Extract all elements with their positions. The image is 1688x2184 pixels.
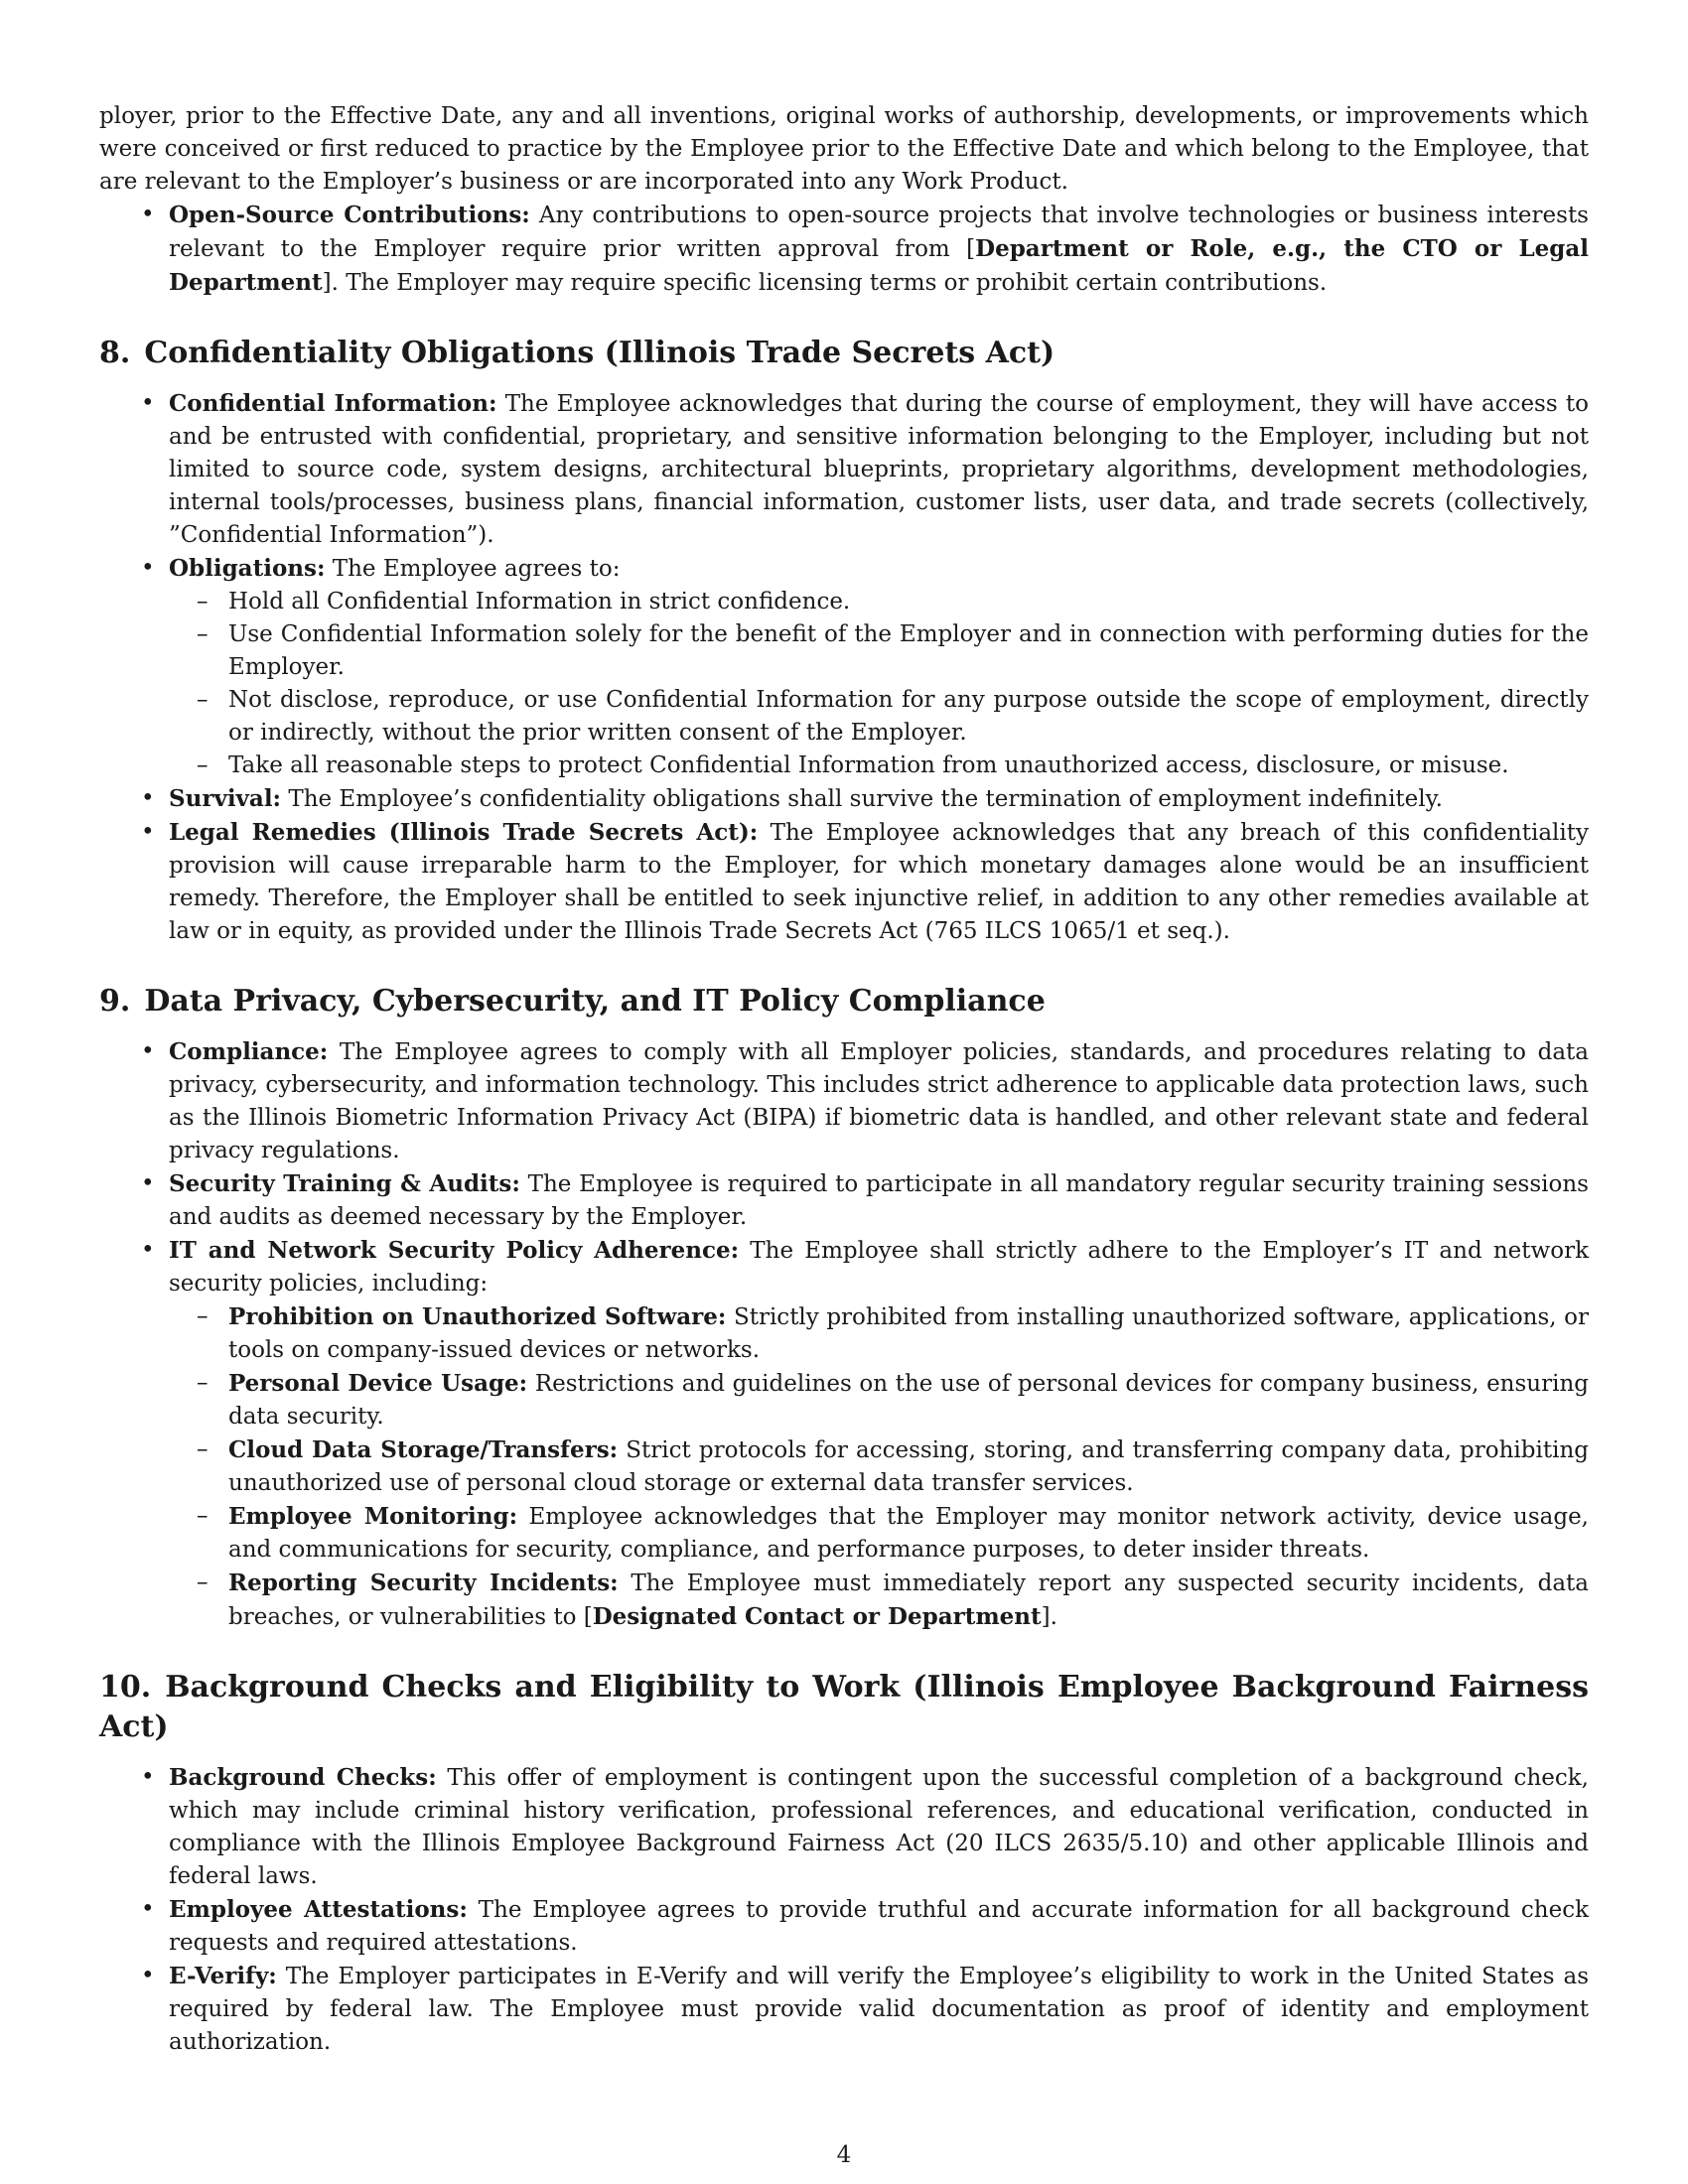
dash-icon: – [197, 1503, 209, 1529]
bullet-icon: • [141, 1963, 155, 1988]
list-item [141, 387, 1590, 552]
sublist-item: – Use Confidential Information solely for the benefit of the Employer and in connection with performing duties for the Employer. [228, 618, 1589, 684]
dash-icon: – [197, 1303, 209, 1329]
item-term: Background Checks: [169, 1764, 437, 1791]
item-text: The Employee agrees to provide truthful and accurate information for all background check requests and required attestations. [169, 1897, 1590, 1956]
list-item [141, 552, 1589, 782]
list-item [141, 782, 1589, 816]
item-text: ]. The Employer may require specific licensing terms or prohibit certain contributions. [322, 270, 1328, 296]
bullet-icon: • [141, 1237, 155, 1263]
item-term: Security Training & Audits: [169, 1170, 520, 1197]
sublist-item: – Take all reasonable steps to protect Confidential Information from unauthorized access, disclosure, or misuse. [228, 750, 1589, 782]
sublist-item: – Hold all Confidential Information in strict confidence. [228, 586, 1589, 618]
continuation-paragraph: ployer, prior to the Effective Date, any and all inventions, original works of authorship, developments, or improvements which were conceived or first reduced to practice by the Employee prior to the Effective Date and which belong to the Employee, that are relevant to the Employer’s business or are incorporated into any Work Product. [99, 103, 1589, 195]
section-10-list [99, 1761, 1589, 2059]
item-text: The Employer participates in E-Verify and will verify the Employee’s eligibility to work in the United States as required by federal law. The Employee must provide valid documentation as proof of identity and employment authorization. [169, 1964, 1589, 2055]
section-9-list [99, 1035, 1589, 1634]
section-heading-9: 9. Data Privacy, Cybersecurity, and IT Policy Compliance [99, 984, 1046, 1019]
dash-icon: – [197, 687, 209, 713]
item-term: IT and Network Security Policy Adherence: [169, 1237, 740, 1264]
item-term: Employee Attestations: [169, 1896, 468, 1923]
item-term: E-Verify: [169, 1963, 277, 1989]
dash-icon: – [197, 621, 209, 647]
item-text: The Employee agrees to comply with all Employer policies, standards, and procedures relating to data privacy, cybersecurity, and information technology. This includes strict adherence to applicable data protection laws, such as the Illinois Biometric Information Privacy Act (BIPA) if biometric data is handled, and other relevant state and federal privacy regulations. [169, 1039, 1589, 1163]
sublist-item: – Cloud Data Storage/Transfers: Strict protocols for accessing, storing, and transferring company data, prohibiting unauthorized use of personal cloud storage or external data transfer services. [228, 1433, 1589, 1500]
sublist-item: – Employee Monitoring: Employee acknowledges that the Employer may monitor network activity, device usage, and communications for security, compliance, and performance purposes, to deter insider threats. [228, 1500, 1589, 1567]
section-heading-8: 8. Confidentiality Obligations (Illinois Trade Secrets Act) [99, 336, 1055, 370]
dash-icon: – [197, 1436, 209, 1462]
bullet-icon: • [141, 1896, 155, 1922]
item-text: The Employee’s confidentiality obligations shall survive the termination of employment indefinitely. [281, 786, 1443, 812]
list-item [141, 1035, 1589, 1167]
bullet-icon: • [141, 819, 155, 845]
dash-icon: – [197, 589, 209, 614]
item-text: The Employee agrees to: [325, 556, 621, 582]
open-source-list [99, 199, 1589, 300]
sublist-item: – Personal Device Usage: Restrictions and guidelines on the use of personal devices for company business, ensuring data security. [228, 1367, 1589, 1433]
sublist-item: – Reporting Security Incidents: The Employee must immediately report any suspected security incidents, data breaches, or vulnerabilities to [Designated Contact or Department]. [228, 1567, 1589, 1634]
sublist-item: – Prohibition on Unauthorized Software: Strictly prohibited from installing unauthorized software, applications, or tools on company-issued devices or networks. [228, 1300, 1589, 1367]
dash-icon: – [197, 1570, 209, 1595]
list-item [141, 816, 1589, 948]
list-item [141, 1761, 1589, 1893]
section-heading-10: 10. Background Checks and Eligibility to Work (Illinois Employee Background Fairness Act) [99, 1670, 1589, 1744]
page-number: 4 [836, 2142, 852, 2168]
item-term: Survival: [169, 785, 282, 812]
item-text: Any contributions to open-source projects that involve technologies or business interests relevant to the Employer require prior written approval from [ [169, 203, 1589, 262]
item-term: Confidential Information: [169, 390, 497, 417]
item-term: Legal Remedies (Illinois Trade Secrets Act): [169, 819, 759, 846]
list-item [141, 1167, 1589, 1234]
it-policy-sublist [169, 1300, 1589, 1634]
placeholder-text: Designated Contact or Department [592, 1603, 1042, 1630]
list-item [141, 1893, 1590, 1960]
bullet-icon: • [141, 390, 155, 416]
bullet-icon: • [141, 202, 155, 227]
item-text: The Employee acknowledges that during the course of employment, they will have access to and be entrusted with confidential, proprietary, and sensitive information belonging to the Employer, including but not limited to source code, system designs, architectural blueprints, proprietary algorithms, development methodologies, internal tools/processes, business plans, financial information, customer lists, user data, and trade secrets (collectively, ”Confidential Information”). [169, 391, 1590, 548]
page-content [99, 100, 1589, 2059]
list-item [141, 1234, 1590, 1634]
item-text: The Employee is required to participate in all mandatory regular security training sessions and audits as deemed necessary by the Employer. [169, 1171, 1589, 1230]
dash-icon: – [197, 752, 209, 778]
bullet-icon: • [141, 1170, 155, 1196]
obligations-sublist [169, 586, 1589, 782]
sublist-item: – Not disclose, reproduce, or use Confidential Information for any purpose outside the scope of employment, directly or indirectly, without the prior written consent of the Employer. [228, 684, 1589, 750]
placeholder-text: Department or Role, e.g., the CTO or Legal Department [169, 235, 1590, 296]
bullet-icon: • [141, 555, 155, 581]
item-term: Open-Source Contributions: [169, 202, 530, 228]
item-text: The Employee acknowledges that any breach of this confidentiality provision will cause irreparable harm to the Employer, for which monetary damages alone would be an insufficient remedy. Therefore, the Employer shall be entitled to seek injunctive relief, in addition to any other remedies available at law or in equity, as provided under the Illinois Trade Secrets Act (765 ILCS 1065/1 et seq.). [169, 820, 1589, 944]
item-term: Compliance: [169, 1038, 329, 1065]
item-term: Obligations: [169, 555, 326, 582]
bullet-icon: • [141, 1038, 155, 1064]
item-text: The Employee shall strictly adhere to the Employer’s IT and network security policies, including: [169, 1238, 1590, 1297]
bullet-icon: • [141, 1764, 155, 1790]
dash-icon: – [197, 1370, 209, 1396]
item-text: This offer of employment is contingent upon the successful completion of a background check, which may include criminal history verification, professional references, and educational verification, conducted in compliance with the Illinois Employee Background Fairness Act (20 ILCS 2635/5.10) and other applicable Illinois and federal laws. [169, 1765, 1589, 1889]
section-8-list [99, 387, 1589, 948]
list-item [141, 1960, 1589, 2059]
bullet-icon: • [141, 785, 155, 811]
list-item [141, 199, 1590, 300]
